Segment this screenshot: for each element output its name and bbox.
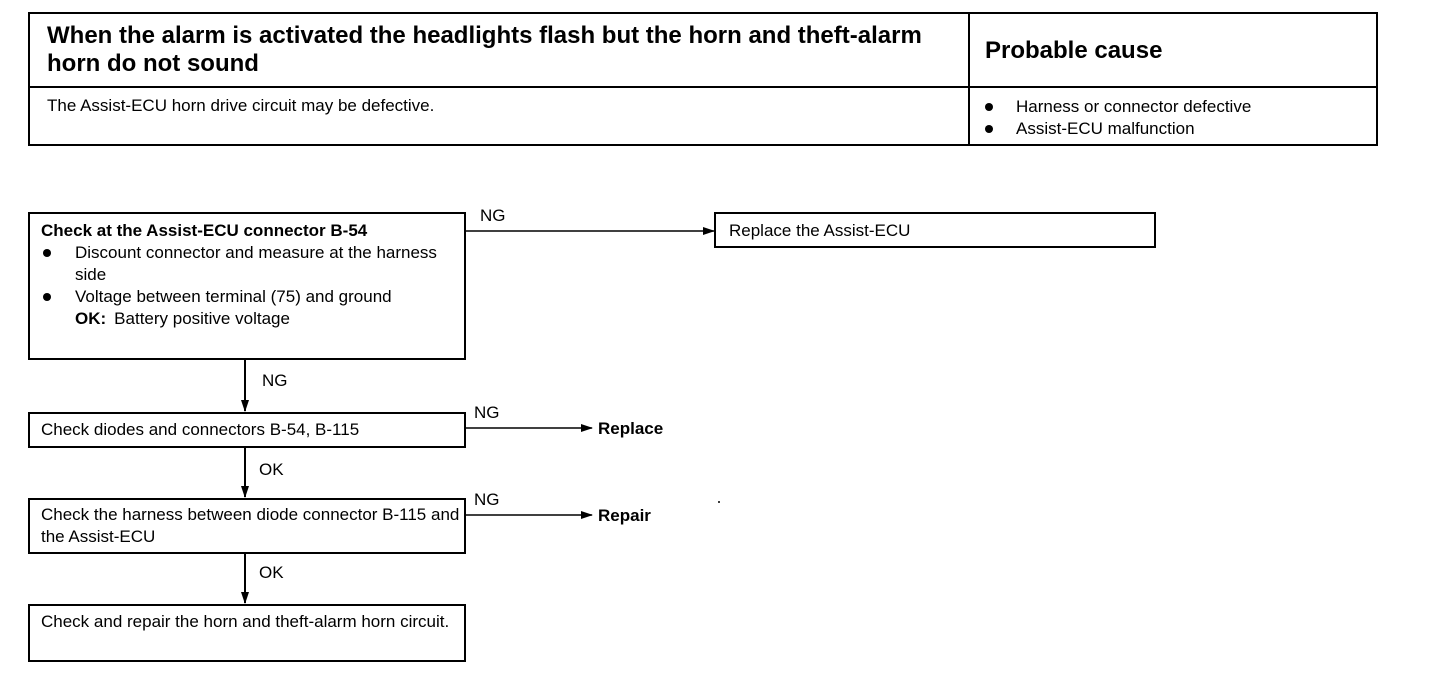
step1-bullet [41, 286, 464, 308]
repair-action: Repair [598, 506, 651, 525]
step1-heading: Check at the Assist-ECU connector B-54 [41, 221, 368, 240]
step3-ng-label: NG [474, 490, 500, 509]
step1-box [28, 212, 466, 360]
symptom-title: When the alarm is activated the headlights flash but the horn and theft-alarm horn do not sound [47, 22, 922, 77]
ok-label: OK: [75, 309, 107, 328]
step1-bullets [41, 242, 464, 308]
ok-value: Battery positive voltage [114, 309, 290, 328]
replace-action: Replace [598, 419, 664, 438]
step1-down-ng-label: NG [262, 371, 288, 390]
replace-ecu-box: Replace the Assist-ECU [714, 212, 1156, 248]
step3-ok-label: OK [259, 563, 284, 582]
step2-box: Check diodes and connectors B-54, B-115 [28, 412, 466, 448]
step1-bullet [41, 242, 464, 286]
step2-ok-label: OK [259, 460, 284, 479]
step1-ng-label: NG [480, 206, 506, 225]
probable-cause-heading: Probable cause [985, 37, 1163, 64]
step1-bullet-text: Discount connector and measure at the harness side [75, 243, 437, 284]
bullet-icon [43, 293, 51, 301]
step3-box: Check the harness between diode connector B-115 and the Assist-ECU [28, 498, 466, 554]
bullet-icon [43, 249, 51, 257]
symptom-description: The Assist-ECU horn drive circuit may be defective. [47, 96, 435, 115]
probable-cause-text: Assist-ECU malfunction [1016, 119, 1195, 138]
step4-box: Check and repair the horn and theft-alarm horn circuit. [28, 604, 466, 662]
step2-ng-label: NG [474, 403, 500, 422]
stray-dot [718, 501, 720, 503]
probable-cause-text: Harness or connector defective [1016, 97, 1252, 116]
step1-bullet-text: Voltage between terminal (75) and ground [75, 287, 392, 306]
step1-ok-line [41, 308, 464, 330]
